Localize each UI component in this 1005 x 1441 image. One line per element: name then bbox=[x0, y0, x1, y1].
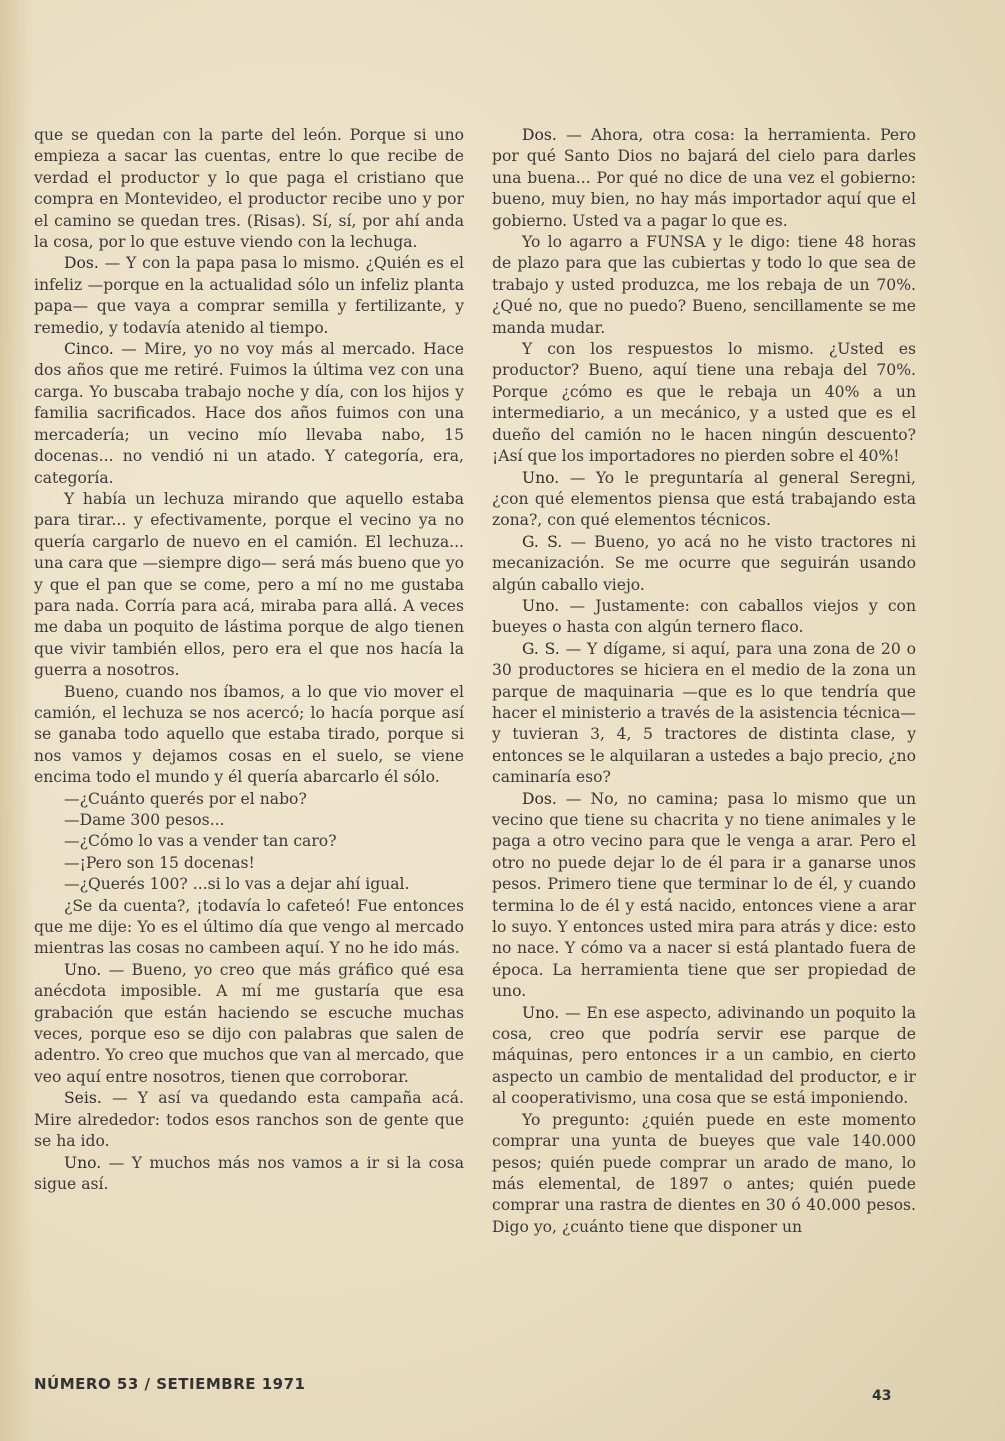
page-number: 43 bbox=[872, 1388, 892, 1404]
speaker-label: Dos. bbox=[64, 254, 99, 273]
paragraph-text: —¿Cómo lo vas a vender tan caro? bbox=[64, 832, 337, 851]
paragraph bbox=[34, 960, 464, 1088]
speaker-label: G. S. bbox=[522, 532, 563, 551]
paragraph bbox=[492, 596, 916, 639]
speaker-label: Uno. bbox=[64, 1153, 102, 1172]
paragraph bbox=[34, 831, 464, 852]
paragraph-text: — Y muchos más nos vamos a ir si la cosa sigue así. bbox=[34, 1153, 464, 1193]
paragraph bbox=[34, 125, 464, 253]
paragraph bbox=[492, 232, 916, 339]
paragraph-text: — Yo le preguntaría al general Seregni, ¿con qué elementos piensa que está trabajando esta zona?, con qué elementos técnicos. bbox=[492, 468, 916, 530]
paragraph bbox=[34, 253, 464, 339]
paragraph-text: — Y dígame, si aquí, para una zona de 20 o 30 productores se hiciera en el medio de la zona un parque de maquinaria —que es lo que tendría que hacer el ministerio a través de la asistencia técnica— y tuvieran 3, 4, 5 tractores de distinta clase, y entonces se le alquilaran a ustedes a bajo precio, ¿no caminaría eso? bbox=[492, 639, 916, 787]
paragraph-text: Y con los respuestos lo mismo. ¿Usted es productor? Bueno, aquí tiene una rebaja del 70%. Porque ¿cómo es que le rebaja un 40% a un intermediario, a un mecánico, y a usted que es el dueño del camión no le hacen ningún descuento? ¡Así que los importadores no pierden sobre el 40%! bbox=[492, 340, 916, 466]
paragraph-text: — Mire, yo no voy más al mercado. Hace dos años que me retiré. Fuimos la última vez con una carga. Yo buscaba trabajo noche y día, con los hijos y familia sacrificados. Hace dos años fuimos con una mercadería; un vecino mío llevaba nabo, 15 docenas... no vendió ni un atado. Y categoría, era, categoría. bbox=[34, 340, 464, 487]
paragraph-text: —¿Cuánto querés por el nabo? bbox=[64, 789, 307, 808]
paragraph-text: — Y así va quedando esta campaña acá. Mire alrededor: todos esos ranchos son de gente que se ha ido. bbox=[34, 1089, 464, 1151]
paragraph bbox=[34, 853, 464, 874]
paragraph bbox=[492, 468, 916, 532]
paragraph-text: Y había un lechuza mirando que aquello estaba para tirar... y efectivamente, porque el vecino ya no quería cargarlo de nuevo en el camión. El lechuza... una cara que —siempre digo— será más bueno que yo y que el pan que se come, pero a mí no me gustaba para nada. Corría para acá, miraba para allá. A veces me daba un poquito de lástima porque de algo tienen que vivir también ellos, pero era el que nos hacía la guerra a nosotros. bbox=[34, 489, 464, 680]
issue-footer: NÚMERO 53 / SETIEMBRE 1971 bbox=[34, 1375, 306, 1393]
paragraph-text: — En ese aspecto, adivinando un poquito la cosa, creo que podría servir ese parque de máquinas, pero entonces ir a un cambio, en cierto aspecto un cambio de mentalidad del productor, e ir al cooperativismo, una cosa que se está imponiendo. bbox=[492, 1003, 916, 1108]
speaker-label: Dos. bbox=[522, 126, 557, 144]
paragraph bbox=[492, 339, 916, 467]
paragraph bbox=[34, 489, 464, 682]
paragraph bbox=[492, 125, 916, 232]
paragraph bbox=[492, 789, 916, 1003]
paragraph bbox=[492, 1003, 916, 1110]
paragraph-text: Yo pregunto: ¿quién puede en este momento comprar una yunta de bueyes que vale 140.000 pesos; quién puede comprar un arado de mano, lo más elemental, de 1897 o antes; quién puede comprar una rastra de dientes en 30 ó 40.000 pesos. Digo yo, ¿cuánto tiene que disponer un bbox=[492, 1110, 916, 1236]
paragraph bbox=[34, 1088, 464, 1152]
speaker-label: Uno. bbox=[522, 596, 560, 615]
paragraph-text: —¡Pero son 15 docenas! bbox=[64, 853, 255, 872]
paragraph-text: que se quedan con la parte del león. Porque si uno empieza a sacar las cuentas, entre lo que recibe de verdad el productor y lo que paga el cristiano que compra en Montevideo, el productor recibe uno y por el camino se quedan tres. (Risas). Sí, sí, por ahí anda la cosa, por lo que estuve viendo con la lechuga. bbox=[34, 126, 464, 252]
paragraph bbox=[34, 339, 464, 489]
speaker-label: Uno. bbox=[64, 960, 102, 979]
speaker-label: Cinco. bbox=[64, 340, 114, 359]
paragraph bbox=[34, 874, 464, 895]
paragraph bbox=[34, 896, 464, 960]
paragraph bbox=[34, 682, 464, 789]
speaker-label: Uno. bbox=[522, 468, 560, 487]
paragraph-text: —¿Querés 100? ...si lo vas a dejar ahí igual. bbox=[64, 875, 410, 894]
paragraph-text: — Y con la papa pasa lo mismo. ¿Quién es el infeliz —porque en la actualidad sólo un infeliz planta papa— que vaya a comprar semilla y fertilizante, y remedio, y todavía atenido al tiempo. bbox=[34, 254, 464, 337]
paragraph-text: — Bueno, yo creo que más gráfico qué esa anécdota imposible. A mí me gustaría que esa grabación que están haciendo se escuche muchas veces, porque eso se dijo con palabras que salen de adentro. Yo creo que muchos que van al mercado, que veo aquí entre nosotros, tienen que corroborar. bbox=[34, 960, 464, 1086]
speaker-label: Seis. bbox=[64, 1089, 102, 1108]
paragraph-text: — Justamente: con caballos viejos y con bueyes o hasta con algún ternero flaco. bbox=[492, 596, 916, 637]
paragraph-text: Bueno, cuando nos íbamos, a lo que vio mover el camión, el lechuza se nos acercó; lo hacía porque así se ganaba todo aquello que estaba tirado, porque si nos vamos y dejamos cosas en el suelo, se viene encima todo el mundo y él quería abarcarlo él sólo. bbox=[34, 682, 464, 787]
page-edge-shadow bbox=[0, 0, 34, 1441]
speaker-label: G. S. bbox=[522, 639, 560, 658]
paragraph-text: ¿Se da cuenta?, ¡todavía lo cafeteó! Fue entonces que me dije: Yo es el último día que vengo al mercado mientras las cosas no cambeen aquí. Y no he ido más. bbox=[34, 896, 464, 958]
paragraph bbox=[492, 639, 916, 789]
paragraph-text: —Dame 300 pesos... bbox=[64, 811, 225, 829]
paragraph-text: — Bueno, yo acá no he visto tractores ni mecanización. Se me ocurre que seguirán usando algún caballo viejo. bbox=[492, 532, 916, 594]
paragraph bbox=[492, 532, 916, 596]
speaker-label: Uno. bbox=[522, 1003, 560, 1022]
paragraph bbox=[34, 810, 464, 831]
paragraph-text: — No, no camina; pasa lo mismo que un vecino que tiene su chacrita y no tiene animales y le paga a otro vecino para que le venga a arar. Pero el otro no puede dejar lo de él para ir a ganarse unos pesos. Primero tiene que terminar lo de él, y cuando termina lo de él y está nacido, entonces viene a arar lo suyo. Y entonces usted mira para atrás y dice: esto no nace. Y cómo va a nacer si está plantado fuera de época. La herramienta tiene que ser propiedad de uno. bbox=[492, 789, 916, 1001]
right-text-column bbox=[492, 125, 916, 1238]
paragraph-text: — Ahora, otra cosa: la herramienta. Pero por qué Santo Dios no bajará del cielo para darles una buena... Por qué no dice de una vez el gobierno: bueno, muy bien, no hay más importador aquí que el gobierno. Usted va a pagar lo que es. bbox=[492, 126, 916, 230]
speaker-label: Dos. bbox=[522, 789, 557, 808]
paragraph bbox=[34, 1153, 464, 1196]
paragraph bbox=[492, 1110, 916, 1238]
paragraph-text: Yo lo agarro a FUNSA y le digo: tiene 48 horas de plazo para que las cubiertas y todo lo que sea de trabajo y usted produzca, me los rebaja de un 70%. ¿Qué no, que no puedo? Bueno, sencillamente se me manda mudar. bbox=[492, 233, 916, 337]
left-text-column bbox=[34, 125, 464, 1195]
paragraph bbox=[34, 789, 464, 810]
